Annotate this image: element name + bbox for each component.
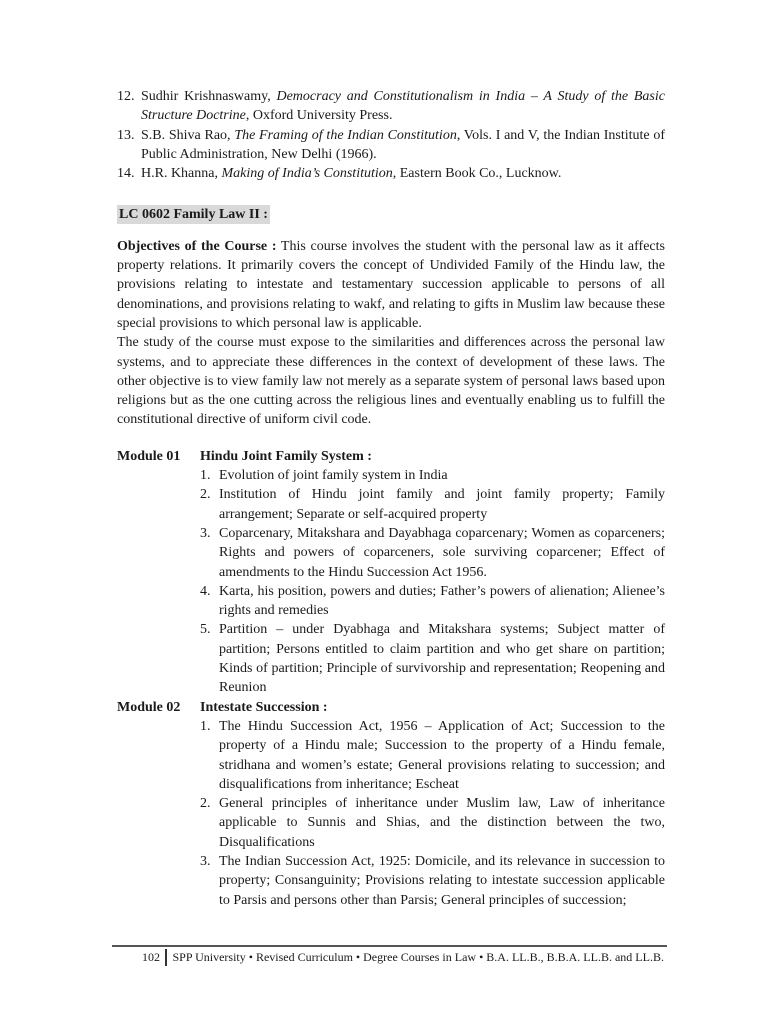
module-topic — [200, 466, 665, 485]
module-topic — [200, 620, 665, 697]
module-01 — [117, 447, 665, 698]
topic-number: 4. — [200, 583, 211, 599]
course-objectives — [117, 237, 665, 430]
module-topic — [200, 485, 665, 524]
reference-text — [141, 164, 665, 183]
reference-number: 12. — [117, 89, 135, 104]
topic-number: 3. — [200, 853, 211, 869]
page-number: 102 — [142, 950, 160, 964]
module-label: Module 01 — [117, 448, 181, 464]
module-02 — [117, 698, 665, 910]
reference-author: Sudhir Krishnaswamy, — [141, 89, 277, 104]
topic-text: Partition – under Dyabhaga and Mitakshara systems; Subject matter of partition; Persons entitled to claim partition and who get share on partition; Kinds of partition; Principle of survivorship and representation; Reopening and Reunion — [219, 622, 665, 696]
module-title: Hindu Joint Family System : — [200, 448, 372, 464]
topic-text: General principles of inheritance under Muslim law, Law of inheritance applicable to Sunnis and Shias, and the distinction between the two, Disqualifications — [219, 796, 665, 850]
module-title: Intestate Succession : — [200, 699, 328, 715]
reference-publisher: Eastern Book Co., Lucknow. — [396, 166, 562, 182]
reference-item — [117, 164, 665, 183]
objectives-text: This course involves the student with the personal law as it affects property relations. It primarily covers the concept of Undivided Family of the Hindu law, the provisions relating to intestate and testamentary succession applicable to persons of all denominations, and provisions relating to wakf, and relating to gifts in Muslim law because these special provisions to which personal law is applicable. — [117, 238, 665, 331]
reference-author: S.B. Shiva Rao, — [141, 127, 235, 143]
reference-list — [117, 87, 665, 183]
page-footer — [142, 949, 664, 966]
topic-number: 1. — [200, 468, 211, 484]
module-topic — [200, 582, 665, 621]
module-heading — [117, 447, 665, 466]
reference-item — [117, 126, 665, 165]
reference-number: 14. — [117, 166, 135, 182]
footer-separator — [165, 949, 167, 966]
module-topic-list — [200, 717, 665, 910]
footer-divider — [112, 945, 667, 947]
course-section-title: LC 0602 Family Law II : — [119, 207, 268, 223]
topic-text: The Hindu Succession Act, 1956 – Application of Act; Succession to the property of a Hindu male; Succession to the property of a Hindu female, stridhana and women’s estate; General provisions relating to succession; and disqualifications from inheritance; Escheat — [219, 718, 665, 792]
reference-number: 13. — [117, 127, 135, 143]
reference-item — [117, 87, 665, 126]
module-topic-list — [200, 466, 665, 698]
module-list — [117, 447, 665, 910]
reference-title: Making of India’s Constitution, — [221, 166, 397, 182]
topic-number: 3. — [200, 525, 211, 541]
topic-text: Institution of Hindu joint family and joint family property; Family arrangement; Separate or self-acquired property — [219, 487, 665, 522]
page-content — [117, 87, 665, 910]
module-topic — [200, 524, 665, 582]
topic-number: 2. — [200, 487, 211, 503]
module-topic — [200, 794, 665, 852]
module-label: Module 02 — [117, 699, 181, 715]
topic-text: Karta, his position, powers and duties; Father’s powers of alienation; Alienee’s rights and remedies — [219, 583, 665, 619]
objectives-paragraph — [117, 237, 665, 333]
reference-author: H.R. Khanna, — [141, 166, 222, 182]
topic-number: 2. — [200, 796, 211, 812]
reference-title: The Framing of the Indian Constitution — [234, 127, 457, 143]
reference-text — [141, 126, 665, 165]
reference-text — [141, 87, 665, 126]
topic-text: Coparcenary, Mitakshara and Dayabhaga coparcenary; Women as coparceners; Rights and powers of coparceners, sole surviving coparcener; Effect of amendments to the Hindu Succession Act 1956. — [219, 525, 665, 580]
module-topic — [200, 852, 665, 910]
reference-title: Democracy and Constitutionalism in India – A Study of the Basic Structure Doctrine — [141, 89, 665, 124]
objectives-paragraph: The study of the course must expose to the similarities and differences across the personal law systems, and to appreciate these differences in the context of development of these laws. The other objective is to view family law not merely as a separate system of personal laws based upon religions but as the one cutting across the religious lines and eventually enabling us to fulfill the constitutional directive of uniform civil code. — [117, 335, 665, 428]
topic-number: 1. — [200, 718, 211, 734]
topic-text: The Indian Succession Act, 1925: Domicile, and its relevance in succession to property; Consanguinity; Provisions relating to intestate succession applicable to Parsis and persons other than Parsis; General principles of succession; — [219, 853, 665, 908]
footer-text: SPP University • Revised Curriculum • Degree Courses in Law • B.A. LL.B., B.B.A. LL.B. and LL.B. — [172, 950, 664, 964]
module-heading — [117, 698, 665, 717]
reference-publisher: , Oxford University Press. — [245, 108, 393, 124]
reference-publisher: , Vols. I and V, the Indian Institute of Public Administration, New Delhi (1966). — [141, 127, 665, 162]
objectives-label: Objectives of the Course : — [117, 238, 277, 254]
topic-text: Evolution of joint family system in India — [219, 468, 448, 484]
module-topic — [200, 717, 665, 794]
topic-number: 5. — [200, 622, 211, 638]
